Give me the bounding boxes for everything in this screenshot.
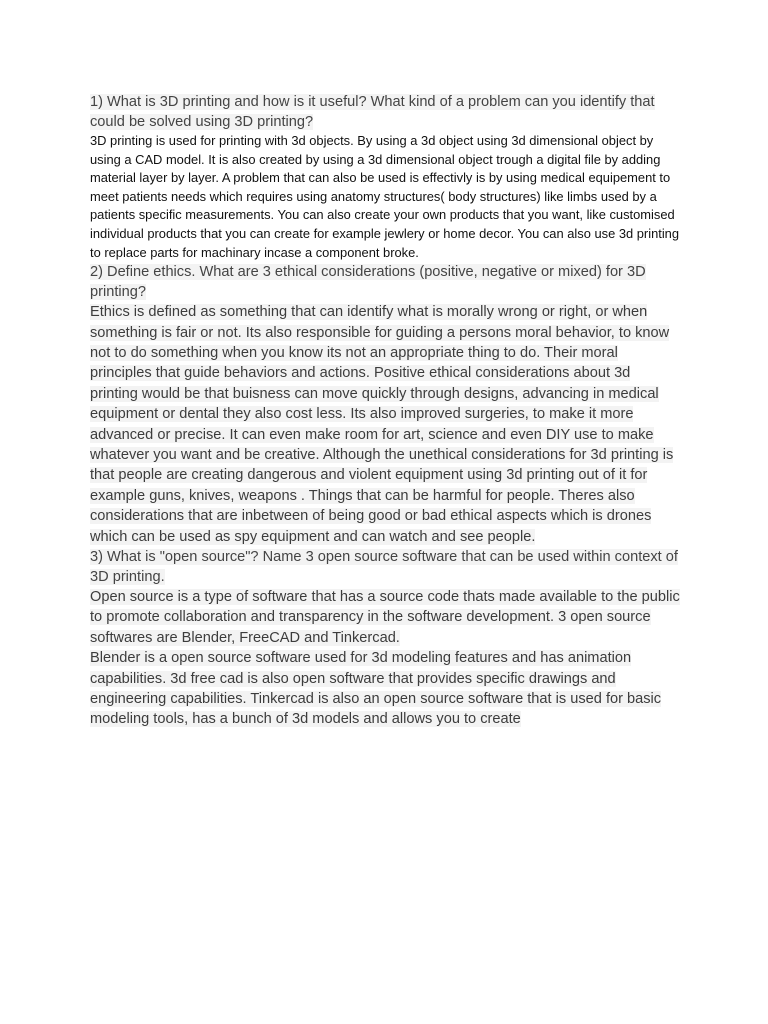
answer-2 (90, 302, 682, 547)
question-3 (90, 547, 682, 587)
question-2 (90, 262, 682, 302)
question-1-text: 1) What is 3D printing and how is it useful? What kind of a problem can you identify that could be solved using 3D printing? (90, 94, 655, 130)
answer-1: 3D printing is used for printing with 3d objects. By using a 3d object using 3d dimensional object by using a CAD model. It is also created by using a 3d dimensional object trough a digital file by adding material layer by layer. A problem that can also be used is effectivly is by using medical equipement to meet patients needs which requires using anatomy structures( body structures) like limbs used by a patients specific measurements. You can also create your own products that you want, like customised individual products that you can create for example jewlery or home decor. You can also use 3d printing to replace parts for machinary incase a component broke. (90, 133, 680, 260)
answer-2-text: Ethics is defined as something that can identify what is morally wrong or right, or when something is fair or not. Its also responsible for guiding a persons moral behavior, to know not to do something when you know its not an appropriate thing to do. Their moral principles that guide behaviors and actions. Positive ethical considerations about 3d printing would be that buisness can move quickly through designs, advancing in medical equipment or dental they also cost less. Its also improved surgeries, to make it more advanced or precise. It can even make room for art, science and even DIY use to make whatever you want and be creative. Although the unethical considerations for 3d printing is that people are creating dangerous and violent equipment using 3d printing out of it for example guns, knives, weapons . Things that can be harmful for people. Theres also considerations that are inbetween of being good or bad ethical aspects which is drones which can be used as spy equipment and can watch and see people. (90, 304, 674, 545)
answer-3-paragraph-2 (90, 648, 682, 730)
question-3-text: 3) What is "open source"? Name 3 open source software that can be used within context of 3D printing. (90, 549, 678, 586)
answer-3-paragraph-1-text: Open source is a type of software that has a source code thats made available to the public to promote collaboration and transparency in the software development. 3 open source softwares are Blender, FreeCAD and Tinkercad. (90, 589, 680, 646)
document-body (90, 92, 682, 730)
answer-3-paragraph-1 (90, 587, 682, 648)
question-1 (90, 92, 682, 132)
question-2-text: 2) Define ethics. What are 3 ethical considerations (positive, negative or mixed) for 3D printing? (90, 264, 646, 301)
answer-3-paragraph-2-text: Blender is a open source software used for 3d modeling features and has animation capabilities. 3d free cad is also open software that provides specific drawings and engineering capabilities. Tinkercad is also an open source software that is used for basic modeling tools, has a bunch of 3d models and allows you to create (90, 650, 662, 728)
